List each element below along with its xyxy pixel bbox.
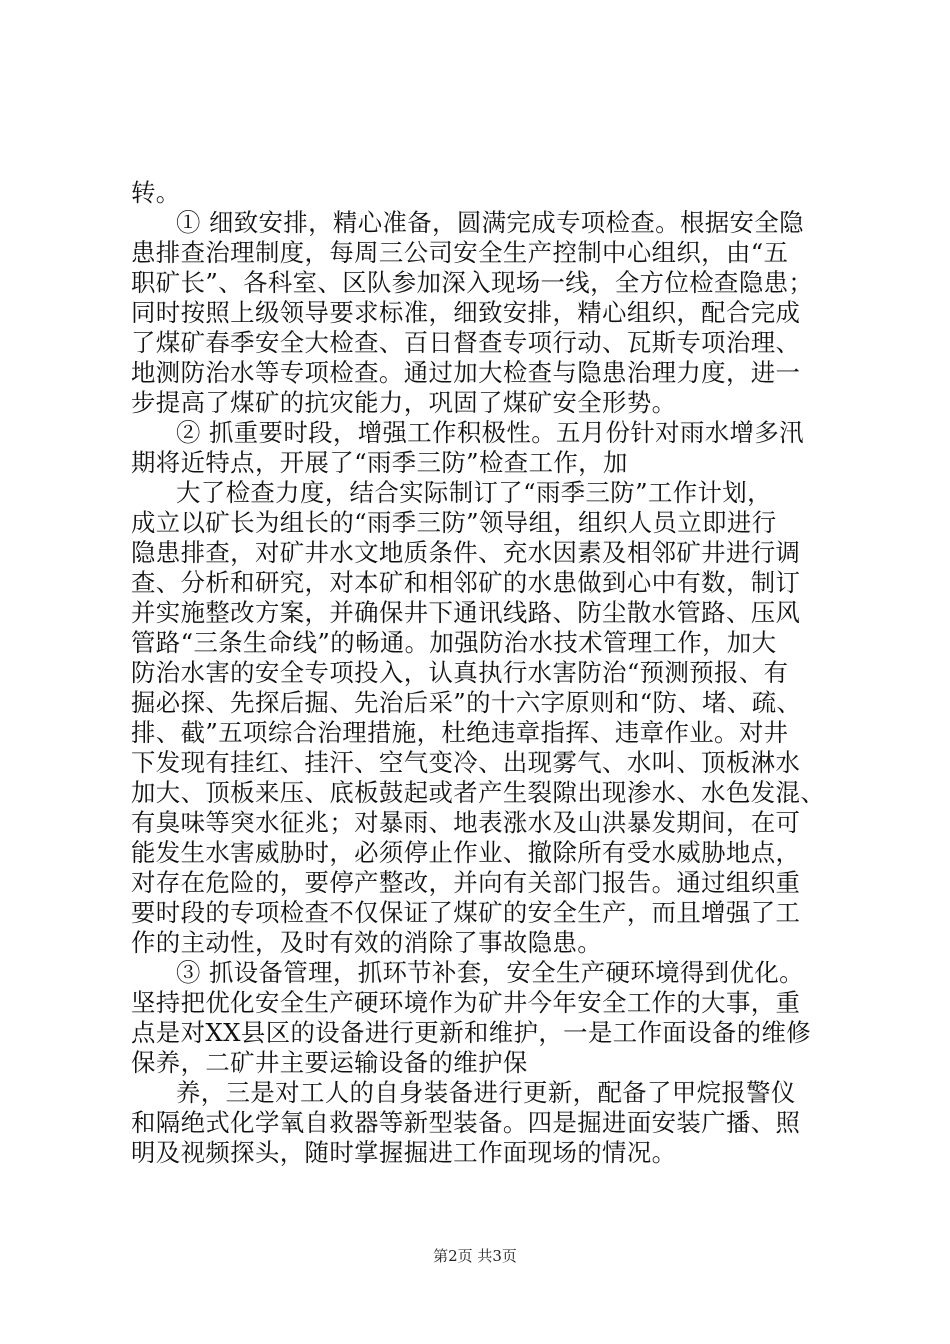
text-line: 隐患排查，对矿井水文地质条件、充水因素及相邻矿井进行调 <box>131 538 801 567</box>
text-line: 加大、顶板来压、底板鼓起或者产生裂隙出现渗水、水色发混、 <box>131 778 826 807</box>
text-line: 对存在危险的，要停产整改，并向有关部门报告。通过组织重 <box>131 868 801 897</box>
text-line: 养，三是对工人的自身装备进行更新，配备了甲烷报警仪 <box>176 1078 796 1107</box>
text-line: 防治水害的安全专项投入，认真执行水害防治“预测预报、有 <box>131 658 789 687</box>
text-line: 坚持把优化安全生产硬环境作为矿井今年安全工作的大事，重 <box>131 988 801 1017</box>
text-line: 查、分析和研究，对本矿和相邻矿的水患做到心中有数，制订 <box>131 568 801 597</box>
text-line: 并实施整改方案，并确保井下通讯线路、防尘散水管路、压风 <box>131 598 801 627</box>
text-line: 作的主动性，及时有效的消除了事故隐患。 <box>131 928 603 957</box>
text-line: 步提高了煤矿的抗灾能力，巩固了煤矿安全形势。 <box>131 388 677 417</box>
text-line: 转。 <box>131 178 181 207</box>
text-line: 患排查治理制度，每周三公司安全生产控制中心组织，由“五 <box>131 238 789 267</box>
text-line: ③ 抓设备管理，抓环节补套，安全生产硬环境得到优化。 <box>176 958 804 987</box>
text-line: 大了检查力度，结合实际制订了“雨季三防”工作计划， <box>176 478 772 507</box>
text-line: 管路“三条生命线”的畅通。加强防治水技术管理工作，加大 <box>131 628 777 657</box>
text-line: 要时段的专项检查不仅保证了煤矿的安全生产，而且增强了工 <box>131 898 801 927</box>
text-line: 和隔绝式化学氧自救器等新型装备。四是掘进面安装广播、照 <box>131 1108 801 1137</box>
text-line: 保养，二矿井主要运输设备的维护保 <box>131 1048 528 1077</box>
text-line: 下发现有挂红、挂汗、空气变冷、出现雾气、水叫、顶板淋水 <box>131 748 801 777</box>
text-line: 职矿长”、各科室、区队参加深入现场一线，全方位检查隐患； <box>131 268 814 297</box>
text-line: 点是对XX县区的设备进行更新和维护，一是工作面设备的维修 <box>131 1018 812 1047</box>
text-line: 掘必探、先探后掘、先治后采”的十六字原则和“防、堵、疏、 <box>131 688 802 717</box>
text-line: 能发生水害威胁时，必须停止作业、撤除所有受水威胁地点， <box>131 838 801 867</box>
text-line: ① 细致安排，精心准备，圆满完成专项检查。根据安全隐 <box>176 208 804 237</box>
text-line: ② 抓重要时段，增强工作积极性。五月份针对雨水增多汛 <box>176 418 804 447</box>
text-line: 地测防治水等专项检查。通过加大检查与隐患治理力度，进一 <box>131 358 801 387</box>
text-line: 成立以矿长为组长的“雨季三防”领导组，组织人员立即进行 <box>131 508 777 537</box>
text-line: 明及视频探头，随时掌握掘进工作面现场的情况。 <box>131 1138 677 1167</box>
page-footer: 第2页 共3页 <box>433 1247 517 1265</box>
text-line: 同时按照上级领导要求标准，细致安排，精心组织，配合完成 <box>131 298 801 327</box>
text-line: 有臭味等突水征兆；对暴雨、地表涨水及山洪暴发期间，在可 <box>131 808 801 837</box>
text-line: 期将近特点，开展了“雨季三防”检查工作，加 <box>131 448 628 477</box>
text-line: 了煤矿春季安全大检查、百日督查专项行动、瓦斯专项治理、 <box>131 328 801 357</box>
text-line: 排、截”五项综合治理措施，杜绝违章指挥、违章作业。对井 <box>131 718 789 747</box>
